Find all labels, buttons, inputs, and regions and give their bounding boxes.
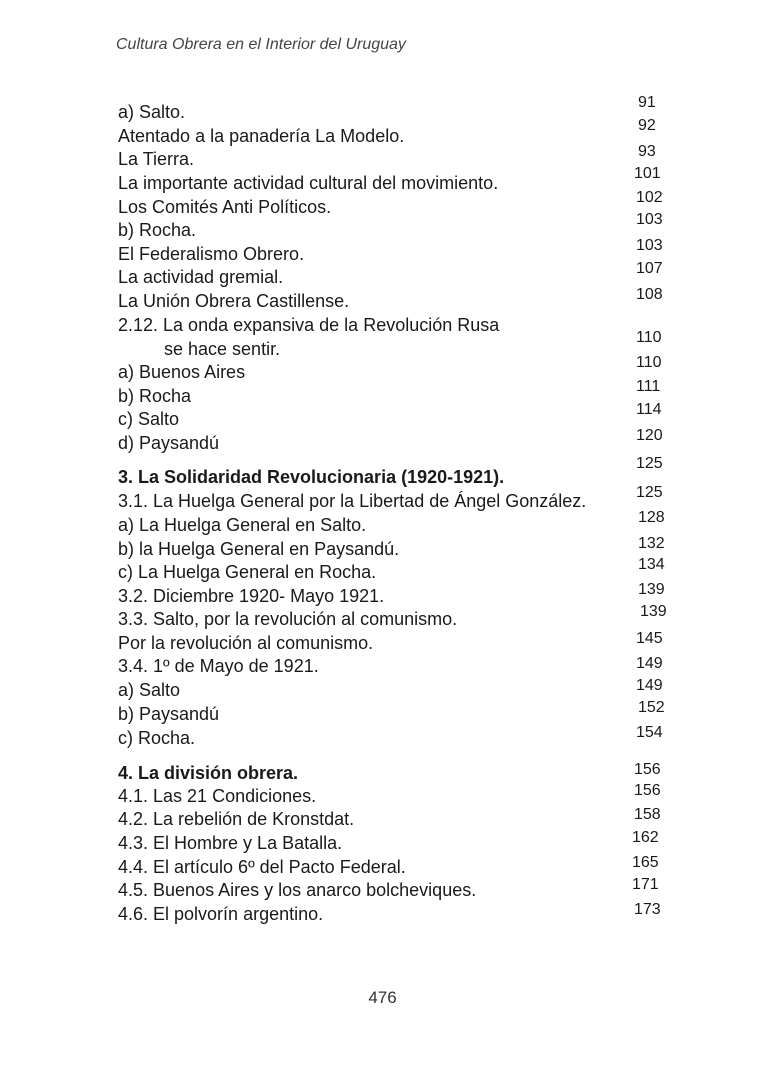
toc-page: 173 (634, 901, 661, 918)
toc-page: 102 (636, 189, 663, 206)
toc-page: 165 (632, 854, 659, 871)
toc-entry: c) Rocha. (118, 728, 196, 748)
toc-section-heading: 3. La Solidaridad Revolucionaria (1920-1921). (118, 467, 505, 487)
toc-page: 110 (636, 354, 662, 371)
toc-entry: 4.4. El artículo 6º del Pacto Federal. (118, 857, 406, 877)
toc-page: 128 (638, 509, 665, 526)
toc-entry: 4.6. El polvorín argentino. (118, 904, 324, 924)
toc-entry: a) Salto (118, 680, 181, 700)
toc-entry: 3.3. Salto, por la revolución al comunismo. (118, 609, 458, 629)
toc-page: 132 (638, 535, 665, 552)
toc-page: 139 (638, 581, 665, 598)
toc-page: 91 (638, 94, 656, 111)
toc-entry: La Unión Obrera Castillense. (118, 291, 350, 311)
toc-entry: Atentado a la panadería La Modelo. (118, 126, 405, 146)
toc-page: 125 (636, 455, 663, 472)
toc-page: 156 (634, 782, 661, 799)
toc-entry: El Federalismo Obrero. (118, 244, 305, 264)
toc-page: 152 (638, 699, 665, 716)
toc-page: 114 (636, 401, 662, 418)
toc-page: 107 (636, 260, 663, 277)
toc-entry: b) Paysandú (118, 704, 220, 724)
toc-entry: La Tierra. (118, 149, 195, 169)
toc-entry: d) Paysandú (118, 433, 220, 453)
toc-entry: b) Rocha (118, 386, 192, 406)
toc-page: 149 (636, 677, 663, 694)
toc-page: 110 (636, 329, 662, 346)
toc-page: 103 (636, 211, 663, 228)
toc-page: 149 (636, 655, 663, 672)
toc-page: 156 (634, 761, 661, 778)
toc-entry: 4.5. Buenos Aires y los anarco bolcheviques. (118, 880, 477, 900)
toc-entry: La importante actividad cultural del movimiento. (118, 173, 499, 193)
toc-page: 103 (636, 237, 663, 254)
running-header: Cultura Obrera en el Interior del Uruguay (116, 36, 406, 53)
toc-entry: c) Salto (118, 409, 180, 429)
toc-page: 125 (636, 484, 663, 501)
toc-page: 158 (634, 806, 661, 823)
toc-entry: b) la Huelga General en Paysandú. (118, 539, 400, 559)
toc-entry: 3.4. 1º de Mayo de 1921. (118, 656, 319, 676)
toc-entry: 4.3. El Hombre y La Batalla. (118, 833, 343, 853)
toc-entry: 3.1. La Huelga General por la Libertad de Ángel González. (118, 491, 587, 511)
toc-page: 171 (632, 876, 659, 893)
toc-entry: 4.1. Las 21 Condiciones. (118, 786, 317, 806)
toc-page: 101 (634, 165, 661, 182)
toc-entry: 4.2. La rebelión de Kronstdat. (118, 809, 355, 829)
toc-entry: c) La Huelga General en Rocha. (118, 562, 377, 582)
toc-entry: Los Comités Anti Políticos. (118, 197, 332, 217)
toc-page: 154 (636, 724, 663, 741)
toc-entry: a) La Huelga General en Salto. (118, 515, 367, 535)
toc-page: 108 (636, 286, 663, 303)
toc-entry: a) Salto. (118, 102, 186, 122)
toc-page: 92 (638, 117, 656, 134)
toc-page: 139 (640, 603, 667, 620)
toc-page: 111 (636, 378, 661, 395)
toc-entry: Por la revolución al comunismo. (118, 633, 374, 653)
toc-page: 120 (636, 427, 663, 444)
toc-entry: b) Rocha. (118, 220, 197, 240)
toc-entry: La actividad gremial. (118, 267, 284, 287)
toc-page: 145 (636, 630, 663, 647)
toc-entry: a) Buenos Aires (118, 362, 246, 382)
toc-page: 162 (632, 829, 659, 846)
page-number: 476 (368, 988, 397, 1007)
toc-page: 134 (638, 556, 665, 573)
toc-entry: 3.2. Diciembre 1920- Mayo 1921. (118, 586, 385, 606)
toc-entry: se hace sentir. (164, 339, 281, 359)
toc-section-heading: 4. La división obrera. (118, 763, 299, 783)
toc-page: 93 (638, 143, 656, 160)
toc-entry: 2.12. La onda expansiva de la Revolución Rusa (118, 315, 500, 335)
